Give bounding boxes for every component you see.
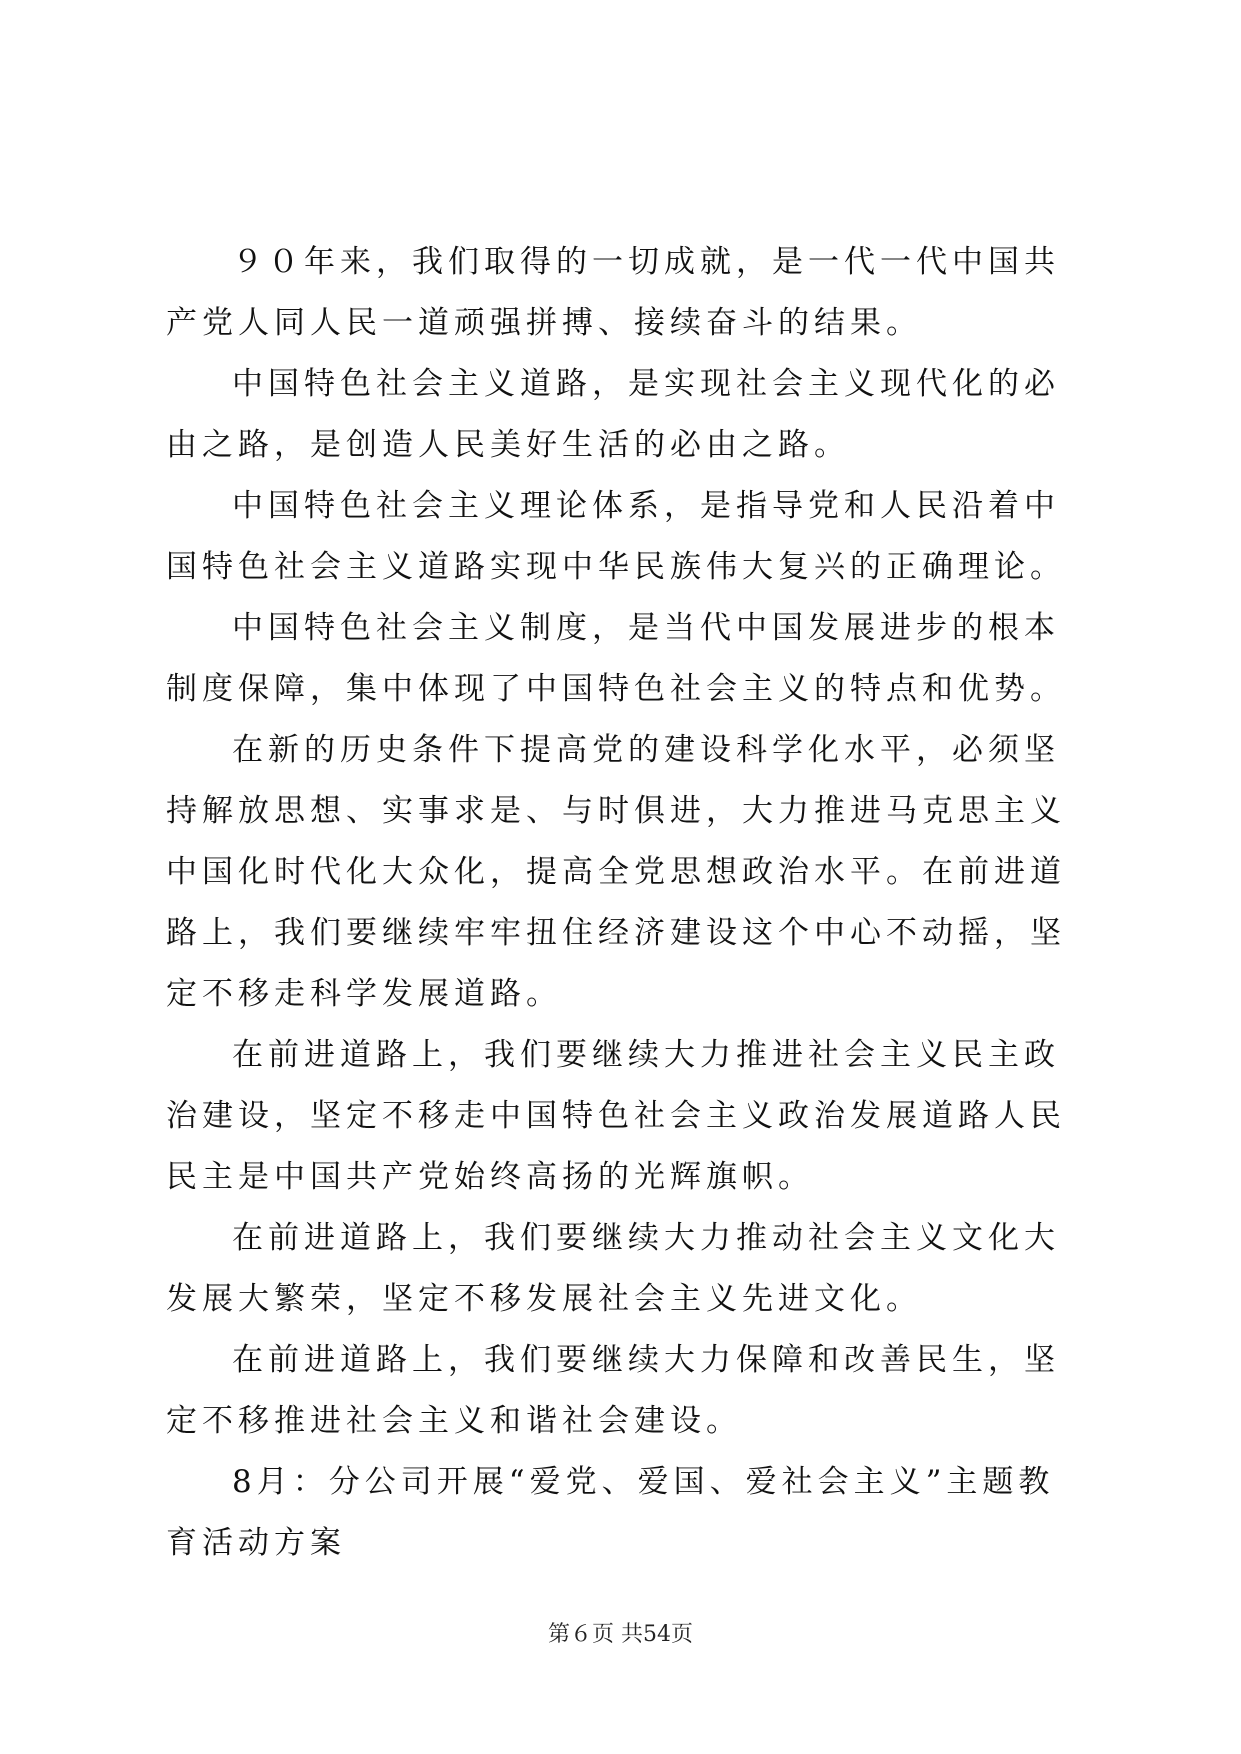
page-number-footer: 第６页 共54页 bbox=[548, 1622, 693, 1647]
paragraph-democracy: 在前进道路上，我们要继续大力推进社会主义民主政治建设，坚定不移走中国特色社会主义政治发展道路人民民主是中国共产党始终高扬的光辉旗帜。 bbox=[166, 1037, 1066, 1195]
document-body bbox=[166, 232, 1086, 1574]
paragraph-culture: 在前进道路上，我们要继续大力推动社会主义文化大发展大繁荣，坚定不移发展社会主义先进文化。 bbox=[166, 1220, 1060, 1317]
paragraph-achievements: ９０年来，我们取得的一切成就，是一代一代中国共产党人同人民一道顽强拼搏、接续奋斗的结果。 bbox=[166, 244, 1060, 341]
paragraph-theory-system: 中国特色社会主义理论体系，是指导党和人民沿着中国特色社会主义道路实现中华民族伟大复兴的正确理论。 bbox=[166, 488, 1066, 585]
paragraph-socialist-road: 中国特色社会主义道路，是实现社会主义现代化的必由之路，是创造人民美好生活的必由之路。 bbox=[166, 366, 1060, 463]
paragraph-institution: 中国特色社会主义制度，是当代中国发展进步的根本制度保障，集中体现了中国特色社会主义的特点和优势。 bbox=[166, 610, 1066, 707]
paragraph-august-plan: 8月：分公司开展“爱党、爱国、爱社会主义”主题教育活动方案 bbox=[166, 1464, 1055, 1561]
paragraph-party-building: 在新的历史条件下提高党的建设科学化水平，必须坚持解放思想、实事求是、与时俱进，大力推进马克思主义中国化时代化大众化，提高全党思想政治水平。在前进道路上，我们要继续牢牢扭住经济建设这个中心不动摇，坚定不移走科学发展道路。 bbox=[166, 732, 1066, 1012]
paragraph-livelihood: 在前进道路上，我们要继续大力保障和改善民生，坚定不移推进社会主义和谐社会建设。 bbox=[166, 1342, 1060, 1439]
